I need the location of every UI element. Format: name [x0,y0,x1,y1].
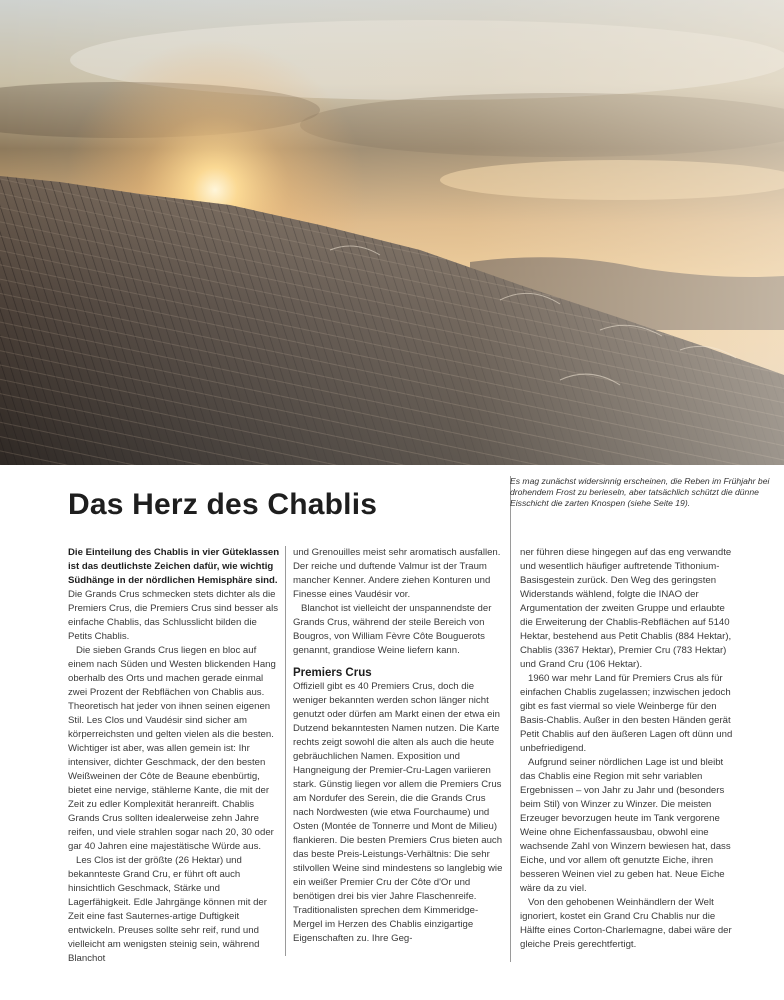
paragraph: Die sieben Grands Crus liegen en bloc auf einem nach Süden und Westen blickenden Hang oberhalb des Orts und machen gerade einmal zwei Prozent der Rebflächen von Chablis aus. Theoretisch hat jeder von ihnen seinen eigenen Stil. Les Clos und Vaudésir sind sicher am körperreichsten und gelten vielen als die besten. Wichtiger ist aber, was allen gemein ist: Ihr intensiver, dichter Geschmack, der den besten Weißweinen der Côte de Beaune ebenbürtig, bietet eine nervige, stählerne Kante, die mit der Zeit zu edler Komplexität heranreift. Chablis Grands Crus sollten idealerweise zehn Jahre reifen, und viele strahlen sogar nach 20, 30 oder gar 40 Jahren eine majestätische Würde aus. [68,645,276,852]
text-column-2 [293,546,507,946]
paragraph: Les Clos ist der größte (26 Hektar) und bekannteste Grand Cru, er führt oft auch hinsichtlich Geschmack, Stärke und Lagerfähigkeit. Edle Jahrgänge können mit der Zeit eine fast Sauternes-artige Duftigkeit entwickeln. Preuses sollte sehr reif, rund und vielleicht am wenigsten steinig sein, während Blanchot [68,855,267,964]
text-column-3 [520,546,734,952]
paragraph: Von den gehobenen Weinhändlern der Welt ignoriert, kostet ein Grand Cru Chablis nur die Hälfte eines Corton-Charlemagne, dabei wäre der gleiche Preis gerechtfertigt. [520,897,732,950]
paragraph: Blanchot ist vielleicht der unspannendste der Grands Crus, während der steile Bereich von Bougros, von William Fèvre Côte Bouguerots genannt, grandiose Weine liefern kann. [293,603,492,656]
paragraph: Offiziell gibt es 40 Premiers Crus, doch die weniger bekannten werden schon länger nicht genutzt oder dürfen am Markt einen der etwa ein Dutzend bekanntesten Namen nutzen. Die Karte rechts zeigt sowohl die alten als auch die heute gebräuchlichen Namen. Exposition und Hangneigung der Premier-Cru-Lagen variieren stark. Günstig liegen vor allem die Premiers Crus am Nordufer des Serein, die die Grands Crus nach Nordwesten (wie etwa Fourchaume) und Osten (Montée de Tonnerre und Mont de Milieu) flankieren. Die besten Premiers Crus bieten auch das beste Preis-Leistungs-Verhältnis: Die sehr stilvollen Weine sind mindestens so langlebig wie ein weißer Premier Cru der Côte d'Or und benötigen drei bis vier Jahre Flaschenreife. Traditionalisten sprechen dem Kimmeridge-Mergel im Herzen des Chablis einzigartige Eigenschaften zu. Ihre Geg- [293,681,503,944]
lead-text: Die Einteilung des Chablis in vier Güteklassen ist das deutlichste Zeichen dafür, wie wichtig Südhänge in der nördlichen Hemisphäre sind. [68,547,280,586]
vineyard-photo [0,0,784,465]
intro-paragraph [68,546,282,644]
paragraph: ner führen diese hingegen auf das eng verwandte und wesentlich häufiger auftretende Tithonium-Basisgestein zurück. Den Weg des geringsten Widerstands wählend, folgte die INAO der Argumentation der zweiten Gruppe und erlaubte die Erweiterung der Chablis-Rebflächen auf 5140 Hektar, bestehend aus Petit Chablis (884 Hektar), Chablis (3367 Hektar), Premier Cru (783 Hektar) und Grand Cru (106 Hektar). [520,547,732,670]
section-heading: Premiers Crus [293,667,372,679]
page-title: Das Herz des Chablis [68,488,378,521]
photo-caption: Es mag zunächst widersinnig erscheinen, die Reben im Frühjahr bei drohendem Frost zu berieseln, aber tatsächlich schützt die dünne Eisschicht die zarten Knospen (siehe Seite 19). [510,476,770,509]
paragraph: Aufgrund seiner nördlichen Lage ist und bleibt das Chablis eine Region mit sehr variablen Ergebnissen – von Jahr zu Jahr und (besonders beim Stil) von Winzer zu Winzer. Die meisten Erzeuger bevorzugen heute im Tank vergorene Weine ohne Eichenfassausbau, obwohl eine wachsende Zahl von Winzern bewiesen hat, dass Eiche, und vor allem oft genutzte Eiche, ihren besseren Weinen viel zu geben hat. Neue Eiche wäre da zu viel. [520,757,731,894]
caption-divider [510,476,511,962]
paragraph: und Grenouilles meist sehr aromatisch ausfallen. Der reiche und duftende Valmur ist der Traum mancher Kenner. Andere ziehen Konturen und Finesse eines Vaudésir vor. [293,547,501,600]
column-divider [285,546,286,956]
paragraph: 1960 war mehr Land für Premiers Crus als für einfachen Chablis zugelassen; inzwischen jedoch gibt es fast viermal so viele Weinberge für den Basis-Chablis. Außer in den besten Händen gerät Petit Chablis auf den äußeren Lagen oft dünn und unbefriedigend. [520,673,733,754]
lead-rest-text: Die Grands Crus schmecken stets dichter als die Premiers Crus, die Premiers Crus sind besser als einfache Chablis, das Schlusslicht bilden die Petits Chablis. [68,589,279,642]
text-column-1 [68,546,282,966]
vineyard-sunset-photo [0,0,784,465]
